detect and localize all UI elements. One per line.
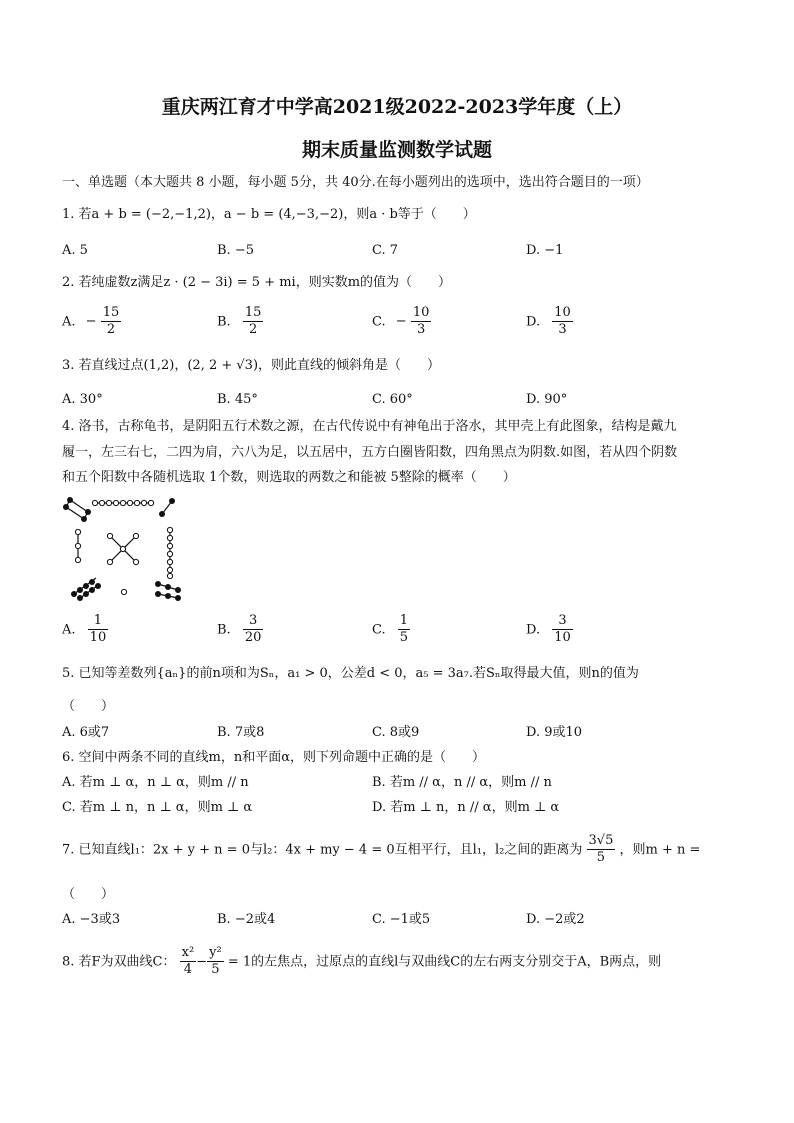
q4-option-c-fraction (398, 614, 410, 646)
q4-option-a-denominator: 10 (89, 630, 107, 646)
q2-option-d-fraction (552, 306, 573, 338)
q4-option-d (526, 614, 573, 646)
q2-option-d-numerator: 10 (552, 306, 573, 322)
q4-option-b-label: B. (217, 622, 231, 638)
q5-option-b: B. 7或8 (217, 725, 265, 740)
q8-fraction-x (180, 946, 197, 978)
q4-option-d-numerator: 3 (552, 614, 573, 630)
q2-option-a-numerator: 15 (101, 306, 122, 322)
q4-stem-line-3: 和五个阳数中各随机选取 1个数，则选取的两数之和能被 5整除的概率（ ） (62, 470, 516, 485)
luoshu-figure (62, 492, 192, 604)
q4-stem-line-1: 4. 洛书，古称龟书，是阴阳五行术数之源，在古代传说中有神龟出于洛水，其甲壳上有此图象，结构是戴九 (62, 419, 677, 434)
q1-option-d: D. −1 (526, 243, 564, 258)
q1-option-c: C. 7 (372, 243, 399, 258)
q7-stem-part-2: ，则m + n = (619, 842, 701, 858)
q3-option-a: A. 30° (62, 392, 103, 407)
q4-option-a-label: A. (62, 622, 76, 638)
q3-stem: 3. 若直线过点(1,2)，(2, 2 + √3)，则此直线的倾斜角是（ ） (62, 358, 441, 373)
q4-option-d-denominator: 10 (554, 630, 571, 646)
q6-stem: 6. 空间中两条不同的直线m，n和平面α，则下列命题中正确的是（ ） (62, 750, 486, 765)
q6-option-b: B. 若m // α，n // α，则m // n (372, 775, 552, 790)
q2-option-a-sign: − (85, 314, 97, 330)
q1-option-b: B. −5 (217, 243, 254, 258)
q2-option-c-fraction (411, 306, 432, 338)
q8-fraction-x-numerator: x² (180, 946, 197, 962)
q4-option-a (62, 614, 108, 646)
q5-option-a: A. 6或7 (62, 725, 110, 740)
q4-option-d-label: D. (526, 622, 541, 638)
q6-option-d: D. 若m ⊥ n，n // α，则m ⊥ α (372, 800, 560, 815)
q7-stem-line-2: （ ） (62, 887, 115, 902)
q2-option-d (526, 306, 573, 338)
q8-stem-part-1: 8. 若F为双曲线C： (62, 954, 176, 970)
q6-option-c: C. 若m ⊥ n，n ⊥ α，则m ⊥ α (62, 800, 253, 815)
q7-distance-numerator: 3√5 (587, 834, 616, 850)
q8-fraction-x-denominator: 4 (183, 962, 193, 978)
q4-option-b-numerator: 3 (243, 614, 264, 630)
q4-option-c-numerator: 1 (398, 614, 410, 630)
q4-option-d-fraction (552, 614, 573, 646)
q7-option-c: C. −1或5 (372, 912, 431, 927)
q5-stem-line-1: 5. 已知等差数列{aₙ}的前n项和为Sₙ，a₁ > 0，公差d < 0，a₅ = 3a₇.若Sₙ取得最大值，则n的值为 (62, 666, 639, 681)
q7-option-d: D. −2或2 (526, 912, 585, 927)
q5-option-d: D. 9或10 (526, 725, 583, 740)
q7-distance-fraction (587, 834, 616, 866)
q2-option-b-numerator: 15 (243, 306, 264, 322)
q2-option-c-label: C. (372, 314, 386, 330)
q4-option-a-fraction (88, 614, 109, 646)
q4-option-c-label: C. (372, 622, 386, 638)
q7-option-a: A. −3或3 (62, 912, 121, 927)
title-line-2: 期末质量监测数学试题 (301, 139, 492, 161)
q8-minus-sign: − (196, 954, 208, 970)
q4-option-a-numerator: 1 (88, 614, 109, 630)
q1-option-a: A. 5 (62, 243, 88, 258)
q7-stem (62, 834, 700, 866)
q2-option-b-label: B. (217, 314, 231, 330)
q6-option-a: A. 若m ⊥ α，n ⊥ α，则m // n (62, 775, 249, 790)
q2-option-a-fraction (101, 306, 122, 338)
q8-fraction-y-denominator: 5 (211, 962, 220, 978)
q4-option-b-denominator: 20 (244, 630, 262, 646)
q8-fraction-y-numerator: y² (207, 946, 224, 962)
q4-stem-line-2: 履一，左三右七，二四为肩，六八为足，以五居中，五方白圈皆阳数，四角黑点为阴数.如图，若从四个阴数 (62, 445, 678, 460)
q2-option-b (217, 306, 263, 338)
q4-option-c (372, 614, 410, 646)
q3-option-d: D. 90° (526, 392, 568, 407)
q4-option-b-fraction (243, 614, 264, 646)
q2-option-a (62, 306, 121, 338)
q2-option-a-label: A. (62, 314, 76, 330)
q2-option-a-denominator: 2 (106, 322, 116, 338)
q7-distance-denominator: 5 (596, 850, 606, 866)
q2-option-b-fraction (243, 306, 264, 338)
section-heading: 一、单选题（本大题共 8 小题，每小题 5分，共 40分.在每小题列出的选项中，选出符合题目的一项） (62, 175, 649, 190)
q1-stem: 1. 若a + b = (−2,−1,2)，a − b = (4,−3,−2)，则a · b等于（ ） (62, 207, 476, 222)
q4-option-c-denominator: 5 (399, 630, 409, 646)
q2-option-c-sign: − (395, 314, 407, 330)
q2-option-c-denominator: 3 (416, 322, 426, 338)
q5-stem-line-2: （ ） (62, 699, 115, 714)
q2-option-b-denominator: 2 (248, 322, 258, 338)
q8-stem (62, 946, 661, 978)
q7-option-b: B. −2或4 (217, 912, 276, 927)
q3-option-c: C. 60° (372, 392, 413, 407)
q8-stem-part-2: = 1的左焦点，过原点的直线l与双曲线C的左右两支分别交于A，B两点，则 (227, 954, 662, 970)
q2-option-c (372, 306, 431, 338)
q7-stem-part-1: 7. 已知直线l₁：2x + y + n = 0与l₂：4x + my − 4 = 0互相平行，且l₁，l₂之间的距离为 (62, 842, 583, 858)
q5-option-c: C. 8或9 (372, 725, 420, 740)
q8-fraction-y (207, 946, 224, 978)
q2-option-c-numerator: 10 (411, 306, 432, 322)
q2-option-d-label: D. (526, 314, 541, 330)
title-line-1: 重庆两江育才中学高2021级2022-2023学年度（上） (161, 96, 633, 118)
q4-option-b (217, 614, 263, 646)
q2-option-d-denominator: 3 (558, 322, 567, 338)
q3-option-b: B. 45° (217, 392, 258, 407)
q2-stem: 2. 若纯虚数z满足z · (2 − 3i) = 5 + mi，则实数m的值为（ ） (62, 275, 452, 290)
